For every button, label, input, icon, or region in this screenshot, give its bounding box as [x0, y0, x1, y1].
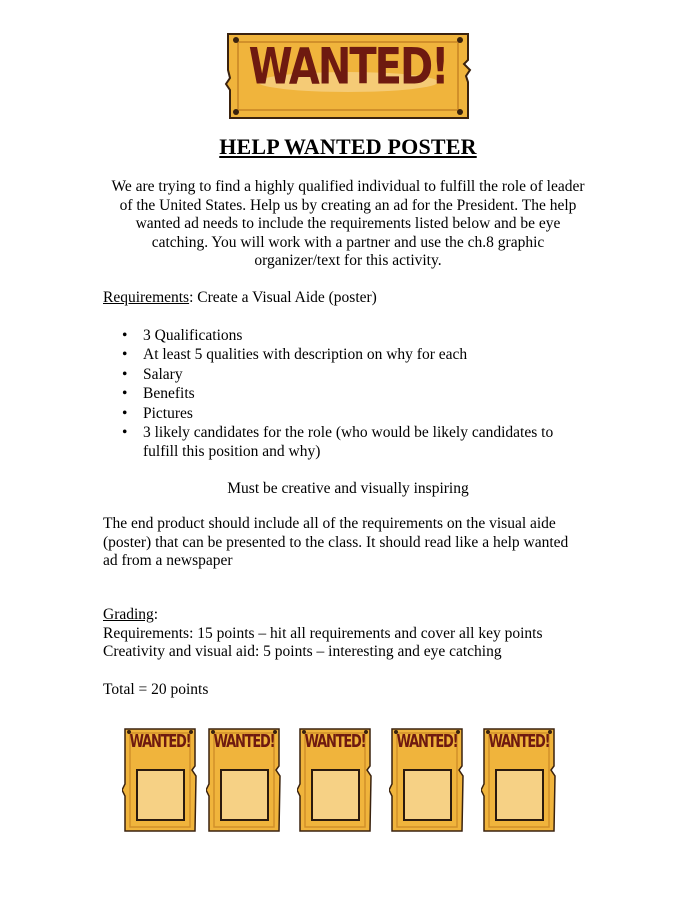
wanted-poster: [481, 726, 557, 834]
poster-wanted-text: WANTED!: [396, 732, 458, 753]
grading-heading: Grading: [103, 606, 154, 623]
requirements-line: [103, 289, 377, 308]
grading-line: Creativity and visual aid: 5 points – interesting and eye catching: [103, 643, 502, 661]
wanted-poster: [297, 726, 373, 834]
grading-section: [103, 606, 623, 662]
requirements-list: [122, 326, 582, 462]
list-item-text: 3 likely candidates for the role (who would be likely candidates to fulfill this position and why): [143, 424, 554, 461]
wanted-posters-row: [122, 726, 562, 834]
list-item: [122, 423, 582, 462]
list-item: [122, 326, 582, 345]
intro-line: catching. You will work with a partner and use the ch.8 graphic: [151, 233, 545, 251]
intro-line: of the United States. Help us by creating an ad for the President. The help: [119, 196, 577, 214]
bullet-icon: •: [122, 327, 128, 344]
grading-colon: :: [153, 606, 159, 623]
grading-line: Requirements: 15 points – hit all requirements and cover all key points: [103, 624, 543, 642]
wanted-poster: [389, 726, 465, 834]
banner-wanted-text: WANTED!: [248, 38, 448, 96]
list-item-text: Pictures: [143, 404, 193, 422]
list-item: [122, 345, 582, 364]
list-item-text: Salary: [143, 365, 183, 383]
list-item-text: At least 5 qualities with description on why for each: [143, 346, 468, 364]
poster-wanted-text: WANTED!: [304, 732, 366, 753]
bullet-icon: •: [122, 404, 128, 422]
bullet-icon: •: [122, 346, 128, 364]
requirements-text: : Create a Visual Aide (poster): [189, 289, 377, 306]
intro-line: We are trying to find a highly qualified individual to fulfill the role of leader: [111, 178, 585, 195]
intro-line: organizer/text for this activity.: [254, 252, 442, 270]
end-product-paragraph: [103, 515, 603, 571]
list-item-text: 3 Qualifications: [143, 327, 243, 344]
poster-wanted-text: WANTED!: [488, 732, 550, 753]
bullet-icon: •: [122, 385, 128, 403]
intro-line: wanted ad needs to include the requirements listed below and be eye: [135, 215, 561, 233]
poster-wanted-text: WANTED!: [213, 732, 275, 753]
list-item: [122, 365, 582, 384]
end-line: The end product should include all of the requirements on the visual aide: [103, 515, 556, 532]
wanted-poster: [122, 726, 198, 834]
page-title: HELP WANTED POSTER: [219, 134, 477, 159]
list-item-text: Benefits: [143, 385, 195, 403]
bullet-icon: •: [122, 365, 128, 383]
creative-note: Must be creative and visually inspiring: [227, 480, 469, 497]
requirements-heading: Requirements: [103, 289, 190, 306]
list-item: [122, 404, 582, 423]
intro-paragraph: [100, 178, 596, 271]
end-line: (poster) that can be presented to the class. It should read like a help wanted: [103, 533, 569, 551]
list-item: [122, 384, 582, 403]
wanted-banner-image: [224, 30, 472, 122]
end-line: ad from a newspaper: [103, 552, 233, 570]
poster-wanted-text: WANTED!: [129, 732, 191, 753]
total-points: Total = 20 points: [103, 681, 209, 698]
wanted-poster: [206, 726, 282, 834]
bullet-icon: •: [122, 424, 128, 442]
